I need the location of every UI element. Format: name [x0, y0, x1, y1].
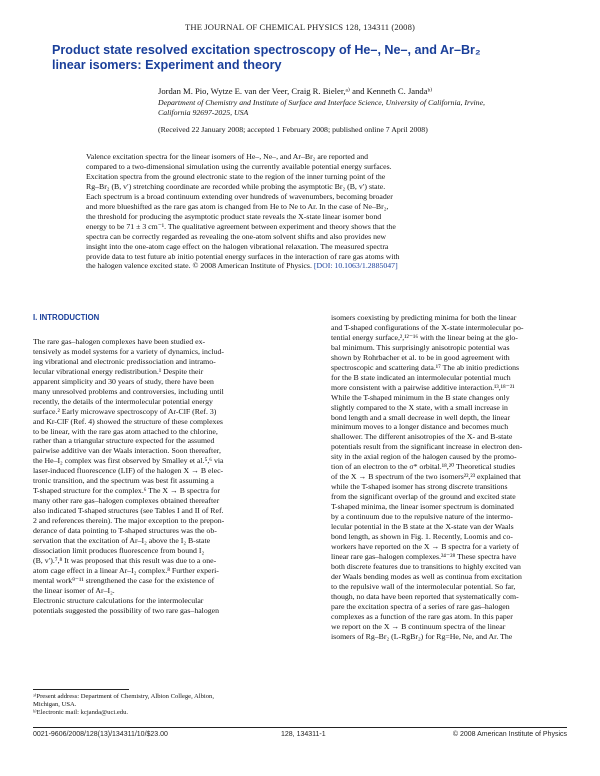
- body-line: and Kr-ClF (Ref. 4) showed the structure of these complexes: [33, 416, 223, 426]
- body-line: (B, v′).⁷,⁸ It was proposed that this result was due to a one-: [33, 555, 217, 565]
- body-line: to be linear, with the rare gas atom attached to the chlorine,: [33, 426, 218, 436]
- body-line: lecular potential in the B state at the X-state van der Waals: [331, 522, 514, 532]
- intro-paragraph-1: [33, 337, 263, 596]
- body-line: more consistent with a pairwise additive interaction.¹³,¹⁸⁻²¹: [331, 382, 515, 392]
- footer-copyright: © 2008 American Institute of Physics: [452, 731, 567, 738]
- body-line: pare the excitation spectra of a series of rare gas–halogen: [331, 601, 510, 611]
- left-column: [33, 313, 263, 616]
- body-line: shown by Rohrbacher et al. to be in good agreement with: [331, 352, 510, 362]
- body-line: many other rare gas–halogen complexes obtained thereafter: [33, 496, 220, 506]
- journal-running-header: THE JOURNAL OF CHEMICAL PHYSICS 128, 134311 (2008): [185, 22, 415, 32]
- affiliation-line: California 92697-2025, USA: [158, 107, 249, 117]
- body-line: the linear isomer of Ar–I₂.: [33, 585, 115, 595]
- abstract-final-text: the halogen valence excited state. © 2008 American Institute of Physics.: [86, 261, 312, 271]
- abstract-line: spectra can be correctly regarded as revealing the one-atom solvent shifts and also provides new: [86, 231, 387, 241]
- body-line: workers have reported on the X → B spectra for a variety of: [331, 541, 519, 551]
- body-line: potentials result from the significant increase in electron den-: [331, 442, 523, 452]
- body-line: for the B state indicated an intermolecular potential much: [331, 372, 511, 382]
- body-line: surface.² Early microwave spectroscopy of Ar-ClF (Ref. 3): [33, 406, 217, 416]
- body-line: and T-shaped configurations of the X-state intermolecular po-: [331, 322, 524, 332]
- affiliation-line: Department of Chemistry and Institute of Surface and Interface Science, University of California, Irvine,: [158, 98, 485, 107]
- footnote-line: Michigan, USA.: [33, 701, 77, 708]
- body-line: from the significant overlap of the ground and excited state: [331, 492, 516, 502]
- body-line: tential energy surface,²,¹²⁻¹⁶ with the linear being at the glo-: [331, 332, 518, 342]
- body-line: mental work⁹⁻¹¹ strengthened the case for the existence of: [33, 575, 215, 585]
- body-line: bond length and a small decrease in well depth, the linear: [331, 412, 511, 422]
- body-line: complexes as a function of the rare gas atom. In this paper: [331, 611, 513, 621]
- body-line: spectroscopic and scattering data.¹⁷ The ab initio predictions: [331, 362, 520, 372]
- body-line: ing vibrational and electronic predissociation and intramo-: [33, 356, 216, 366]
- body-line: Electronic structure calculations for the intermolecular: [33, 595, 204, 605]
- body-line: though, no data have been reported that systematically com-: [331, 591, 519, 601]
- body-line: potentials suggested the possibility of two rare gas–halogen: [33, 605, 220, 615]
- body-line: both discrete features due to transitions to highly excited van: [331, 561, 521, 571]
- body-line: While the T-shaped minimum in the B state changes only: [331, 392, 510, 402]
- abstract-line: Valence excitation spectra for the linear isomers of He–, Ne–, and Ar–Br₂ are reported and: [86, 152, 368, 161]
- abstract-line: Each spectrum is a broad continuum extending over hundreds of wavenumbers, becoming broader: [86, 191, 393, 201]
- affiliation: [158, 98, 558, 117]
- body-line: also indicated T-shaped structures (see Tables I and II of Ref.: [33, 506, 224, 516]
- abstract-line: provide data to test future ab initio potential energy surfaces in the interaction of rare gas atoms with: [86, 251, 400, 261]
- footnote-divider: [33, 689, 129, 690]
- body-line: the He–I₂ complex was first observed by Smalley et al.⁵,⁶ via: [33, 456, 224, 466]
- body-line: 2 and references therein). The major exception to the prepon-: [33, 516, 225, 526]
- body-line: tronic transition, and the spectrum was best fit assuming a: [33, 476, 215, 486]
- footnote-line: ᵇ⁾Electronic mail: kcjanda@uci.edu.: [33, 709, 129, 716]
- abstract-line: Rg–Br₂ (B, v′) stretching coordinate are recorded while probing the asymptotic Br₂ (B, v′) state.: [86, 181, 386, 191]
- body-line: isomers coexisting by predicting minima for both the linear: [331, 313, 517, 322]
- footnotes: [33, 693, 273, 717]
- body-line: to the repulsive wall of the intermolecular potential. So far,: [331, 581, 516, 591]
- right-column: [331, 313, 567, 641]
- body-line: T-shaped minima, the linear isomer spectrum is dominated: [331, 502, 514, 512]
- title-line: Product state resolved excitation spectroscopy of He–, Ne–, and Ar–Br₂: [52, 43, 481, 57]
- body-line: lecular vibrational energy redistribution.¹ Despite their: [33, 366, 204, 376]
- abstract-line: Excitation spectra from the ground electronic state to the region of the inner turning point of the: [86, 171, 386, 181]
- footer-page-number: 128, 134311-1: [281, 731, 326, 738]
- body-line: linear rare gas–halogen complexes.²⁴⁻²⁸ These spectra have: [331, 551, 517, 561]
- body-line: pairwise additive van der Waals interaction. Soon thereafter,: [33, 446, 221, 456]
- body-line: while the T-shaped isomer has strong discrete transitions: [331, 482, 508, 492]
- body-line: many unresolved problems and controversies, including until: [33, 386, 224, 396]
- body-line: bal minimum. This surprisingly anisotropic potential was: [331, 342, 510, 352]
- body-line: der Waals bending modes as well as continua from excitation: [331, 571, 522, 581]
- body-line: tion of an electron to the σ* orbital.¹⁸,²⁰ Theoretical studies: [331, 462, 516, 472]
- abstract: [86, 152, 516, 271]
- doi-link[interactable]: [DOI: 10.1063/1.2885047]: [313, 261, 398, 271]
- body-line: slightly compared to the X state, with a small increase in: [331, 402, 508, 412]
- body-line: by a continuum due to the repulsive nature of the intermo-: [331, 512, 513, 522]
- abstract-line: [86, 261, 516, 271]
- article-title: [52, 43, 552, 73]
- title-line: linear isomers: Experiment and theory: [52, 58, 282, 72]
- body-line: The rare gas–halogen complexes have been studied ex-: [33, 336, 206, 346]
- body-line: dissociation limit produces fluorescence from bound I₂: [33, 545, 205, 555]
- abstract-line: the threshold for producing the asymptotic product state reveals the X-state linear isomer bond: [86, 211, 382, 221]
- body-line: isomers of Rg–Br₂ (L-RgBr₂) for Rg=He, Ne, and Ar. The: [331, 631, 513, 641]
- abstract-line: energy to be 71 ± 3 cm⁻¹. The qualitative agreement between experiment and theory shows that the: [86, 221, 396, 231]
- intro-paragraph-2: [33, 596, 263, 616]
- body-line: atom cage effect in a linear Ar–I₂ complex.⁸ Further experi-: [33, 565, 219, 575]
- body-line: apparent simplicity and 30 years of study, there have been: [33, 376, 214, 386]
- body-line: derance of data pointing to T-shaped structures was the ob-: [33, 526, 217, 536]
- footer-divider: [33, 727, 567, 728]
- body-line: minimum moves to a longer distance and becomes much: [331, 422, 509, 432]
- body-line: shallower. The different anisotropies of the X- and B-state: [331, 432, 513, 442]
- received-dates: (Received 22 January 2008; accepted 1 February 2008; published online 7 April 2008): [158, 125, 428, 134]
- body-line: bond length, as shown in Fig. 1. Recently, Loomis and co-: [331, 531, 513, 541]
- body-line: T-shaped structure for the complex.⁶ The X → B spectra for: [33, 486, 220, 496]
- footer-issn: 0021-9606/2008/128(13)/134311/10/$23.00: [33, 731, 168, 738]
- body-line: we report on the X → B continuum spectra of the linear: [331, 621, 506, 631]
- abstract-line: compared to a two-dimensional simulation using the currently available potential energy surfaces.: [86, 161, 392, 171]
- body-line: tensively as model systems for a variety of dynamics, includ-: [33, 346, 224, 356]
- section-heading-introduction: I. INTRODUCTION: [33, 313, 100, 322]
- footnote-line: ᵃ⁾Present address: Department of Chemistry, Albion College, Albion,: [33, 693, 214, 700]
- body-line: of the X → B spectrum of the two isomers²²,²³ explained that: [331, 472, 521, 482]
- abstract-line: insight into the one-atom cage effect on the halogen vibrational relaxation. The measured spectra: [86, 241, 389, 251]
- body-line: servation that the excitation of Ar–I₂ above the I₂ B-state: [33, 536, 211, 546]
- body-line: laser-induced fluorescence (LIF) of the halogen X → B elec-: [33, 466, 224, 476]
- author-list: Jordan M. Pio, Wytze E. van der Veer, Craig R. Bieler,ᵃ⁾ and Kenneth C. Jandaᵇ⁾: [158, 86, 433, 96]
- body-line: sity in the axial region of the halogen caused by the promo-: [331, 452, 517, 462]
- page-footer: [33, 731, 567, 743]
- abstract-line: and more blueshifted as the rare gas atom is changed from He to Ne to Ar. In the case of Ne–Br₂,: [86, 201, 389, 211]
- body-line: recently, the details of the intermolecular potential energy: [33, 396, 213, 406]
- body-line: rather than a triangular structure expected for the assumed: [33, 436, 215, 446]
